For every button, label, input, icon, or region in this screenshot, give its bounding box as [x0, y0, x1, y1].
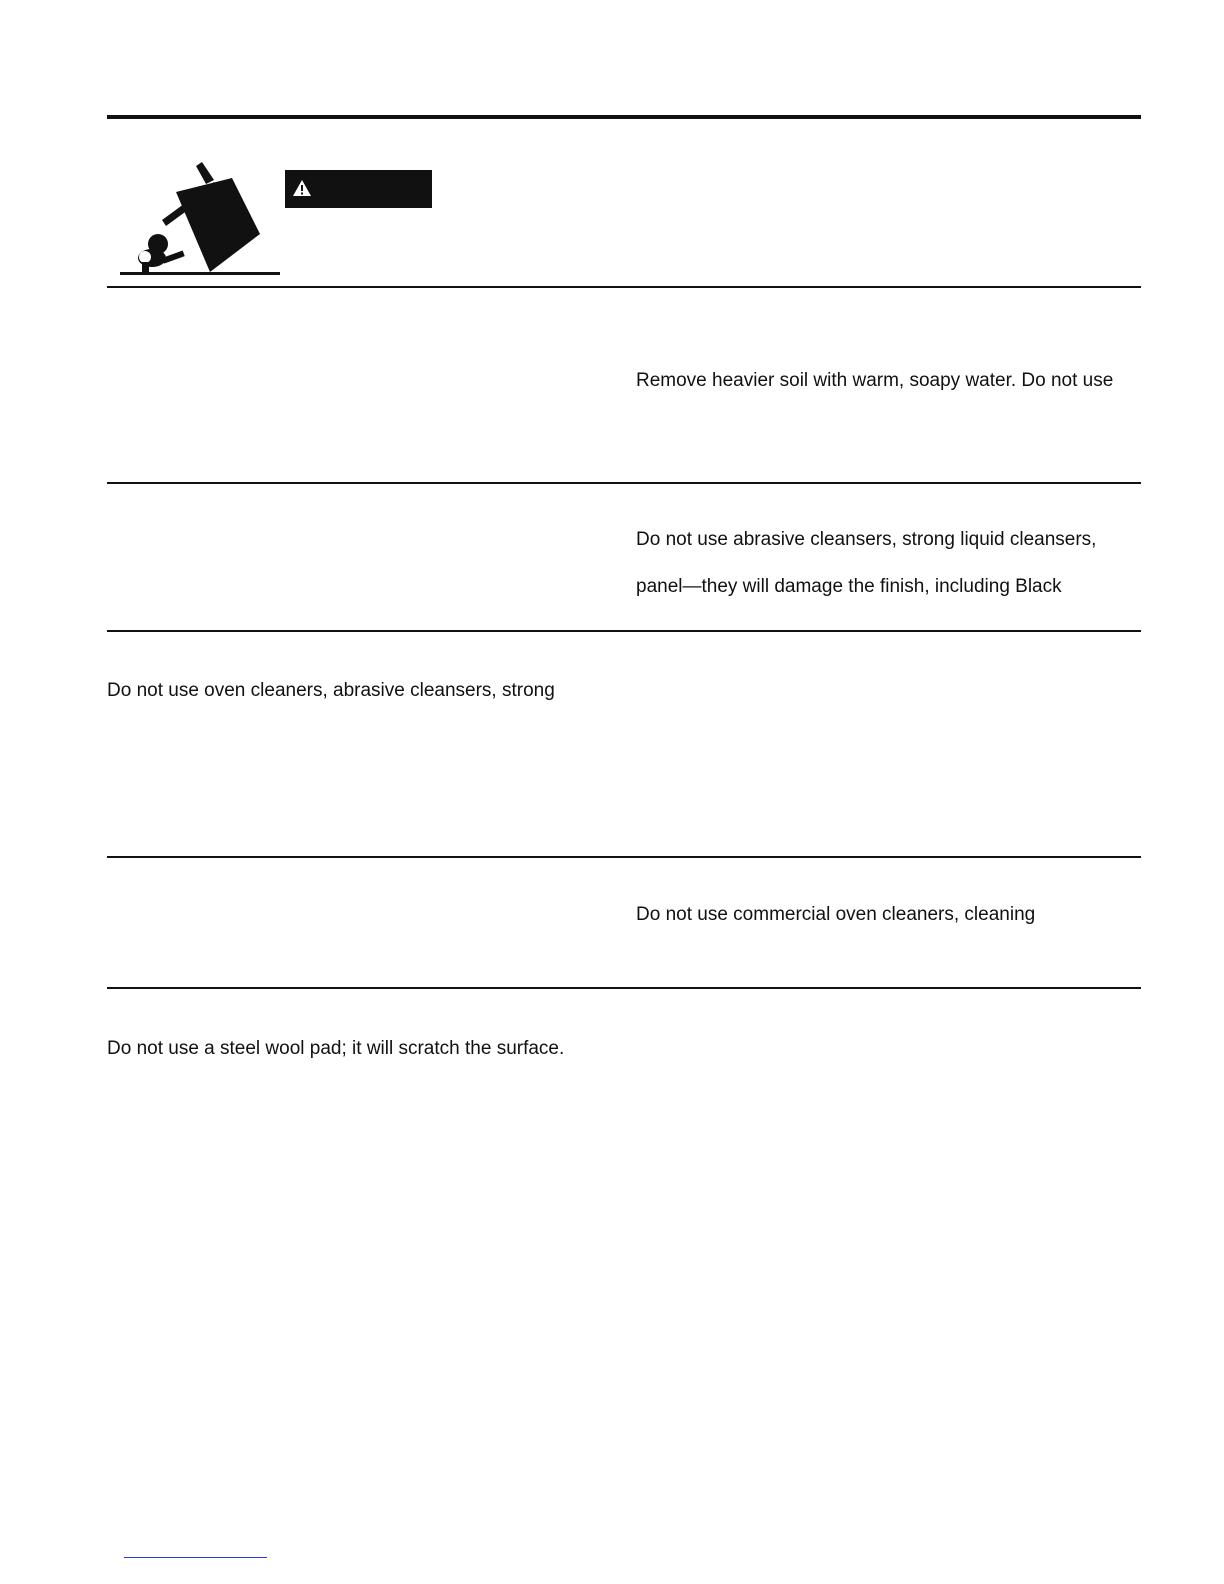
control-panel-text-line1: Do not use abrasive cleansers, strong liquid cleansers, [636, 529, 1097, 550]
control-panel-text-line2: panel—they will damage the finish, including Black [636, 576, 1062, 597]
section-divider [107, 630, 1141, 632]
oven-exterior-text: Remove heavier soil with warm, soapy water. Do not use [636, 370, 1114, 391]
warning-triangle-icon [292, 179, 312, 197]
section-divider [107, 482, 1141, 484]
broiler-pan-text: Do not use a steel wool pad; it will scratch the surface. [107, 1038, 565, 1059]
section-divider [107, 286, 1141, 288]
range-tip-over-icon [118, 160, 283, 283]
section-divider [107, 987, 1141, 989]
top-rule [107, 115, 1141, 119]
oven-racks-text: Do not use commercial oven cleaners, cleaning [636, 904, 1036, 925]
warning-badge [285, 170, 432, 208]
section-divider [107, 856, 1141, 858]
oven-interior-text: Do not use oven cleaners, abrasive cleansers, strong [107, 680, 555, 701]
footer-link[interactable] [124, 1557, 267, 1558]
